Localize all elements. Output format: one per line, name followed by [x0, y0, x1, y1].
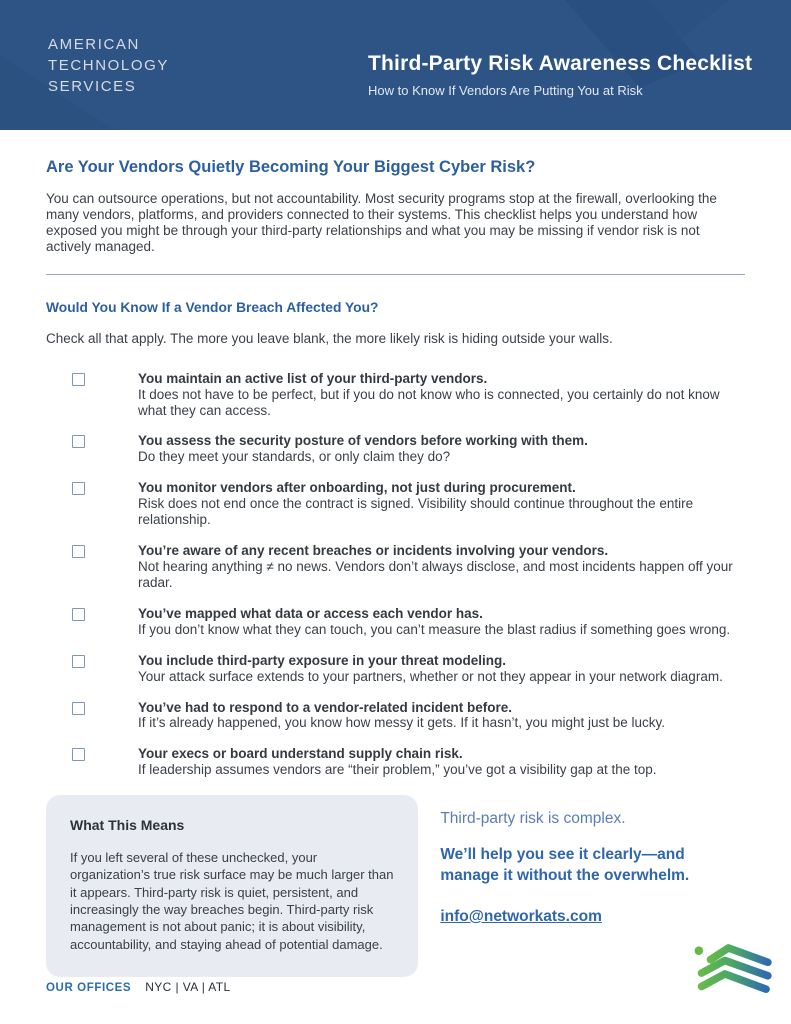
checkbox[interactable] [72, 748, 85, 761]
checklist-item [46, 480, 745, 528]
offices-label: OUR OFFICES [46, 982, 132, 994]
contact-email-link[interactable]: info@networkats.com [440, 908, 602, 926]
logo-dot [695, 946, 704, 955]
checklist-heading: Would You Know If a Vendor Breach Affected You? [46, 299, 379, 315]
checklist-item [46, 700, 745, 732]
checklist-item-title: You monitor vendors after onboarding, not just during procurement. [138, 480, 576, 496]
checklist-item-title: You include third-party exposure in your threat modeling. [138, 652, 507, 668]
document-title-block [368, 52, 752, 98]
checklist-item [46, 433, 745, 465]
brand-line-3: SERVICES [48, 78, 137, 95]
document-title: Third-Party Risk Awareness Checklist [368, 52, 753, 75]
checklist-item-title: You maintain an active list of your third-party vendors. [138, 370, 488, 386]
checklist-instruction: Check all that apply. The more you leave blank, the more likely risk is hiding outside your walls. [46, 330, 613, 346]
checklist-item [46, 606, 745, 638]
checklist-item [46, 543, 745, 591]
checkbox[interactable] [72, 608, 85, 621]
what-this-means-box [46, 795, 418, 977]
checklist-item-description: If leadership assumes vendors are “their problem,” you’ve got a visibility gap at the top. [138, 762, 657, 778]
checklist-item-title: You’ve had to respond to a vendor-related incident before. [138, 699, 513, 715]
checkbox[interactable] [72, 655, 85, 668]
intro-paragraph: You can outsource operations, but not accountability. Most security programs stop at the firewall, overlooking the many vendors, platforms, and providers connected to their systems. This checklist helps you understand how exposed you might be through your third-party relationships and what you may be missing if vendor risk is not actively managed. [46, 191, 717, 254]
checklist-item [46, 653, 745, 685]
brand-line-2: TECHNOLOGY [48, 57, 170, 74]
cta-pitch-line: We’ll help you see it clearly—and manage it without the overwhelm. [440, 846, 690, 885]
checklist-item-description: If it’s already happened, you know how messy it gets. If it hasn’t, you might just be lucky. [138, 715, 666, 731]
checklist-item-description: Your attack surface extends to your partners, whether or not they appear in your network diagram. [138, 668, 723, 684]
checklist-item-description: If you don’t know what they can touch, you can’t measure the blast radius if something goes wrong. [138, 621, 731, 637]
company-logo-text [0, 0, 169, 130]
checklist-item-description: Do they meet your standards, or only claim they do? [138, 449, 451, 465]
checklist-item [46, 746, 745, 778]
checklist-item-title: You’ve mapped what data or access each vendor has. [138, 605, 483, 621]
header-banner [0, 0, 791, 130]
checkbox[interactable] [72, 545, 85, 558]
intro-heading: Are Your Vendors Quietly Becoming Your Biggest Cyber Risk? [46, 158, 536, 176]
offices-list: NYC | VA | ATL [145, 980, 231, 994]
checklist-item-title: You’re aware of any recent breaches or incidents involving your vendors. [138, 543, 609, 559]
means-box-heading: What This Means [70, 817, 185, 834]
means-box-body: If you left several of these unchecked, your organization’s true risk surface may be much larger than it appears. Third-party risk is quiet, persistent, and increasingly the way breaches begin. Third-party risk management is not about panic; it is about visibility, accountability, and staying ahead of potential damage. [70, 850, 394, 952]
checklist-item [46, 371, 745, 419]
checkbox[interactable] [72, 702, 85, 715]
cta-intro-line: Third-party risk is complex. [440, 810, 626, 828]
section-divider [46, 274, 745, 275]
cta-column [440, 795, 745, 926]
checklist-item-description: It does not have to be perfect, but if you do not know who is connected, you certainly do not know what they can access. [138, 386, 720, 418]
footer [46, 980, 231, 994]
checklist-item-title: You assess the security posture of vendors before working with them. [138, 433, 588, 449]
document-subtitle: How to Know If Vendors Are Putting You at Risk [368, 83, 643, 98]
main-content [0, 158, 791, 977]
checkbox[interactable] [72, 435, 85, 448]
checklist-item-description: Risk does not end once the contract is signed. Visibility should continue throughout the entire relationship. [138, 496, 694, 528]
bottom-section [46, 795, 745, 977]
checklist-item-description: Not hearing anything ≠ no news. Vendors don’t always disclose, and most incidents happen off your radar. [138, 558, 733, 590]
checklist [46, 371, 745, 779]
chevron-waves-logo-icon [689, 934, 775, 996]
checkbox[interactable] [72, 373, 85, 386]
checklist-item-title: Your execs or board understand supply chain risk. [138, 746, 463, 762]
checkbox[interactable] [72, 482, 85, 495]
brand-line-1: AMERICAN [48, 36, 140, 53]
